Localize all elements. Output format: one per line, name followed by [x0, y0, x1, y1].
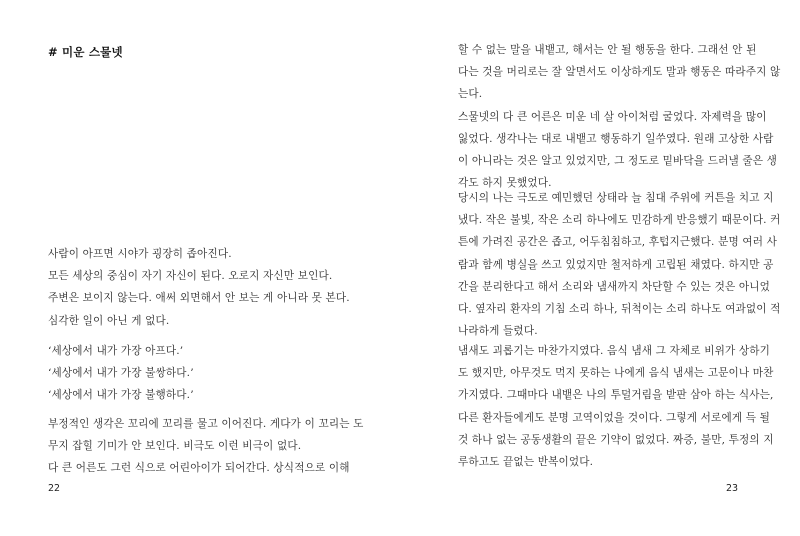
text-line: 사람이 아프면 시야가 굉장히 좁아진다.: [48, 248, 232, 260]
text-line: 모든 세상의 중심이 자기 자신이 된다. 오로지 자신만 보인다.: [48, 270, 333, 283]
text-line: 것 하나 없는 공동생활의 끝은 기약이 없었다. 짜증, 불만, 투정의 지: [458, 433, 774, 446]
text-line: 각도 하지 못했었다.: [458, 177, 552, 190]
text-line: 스물넷의 다 큰 어른은 미운 네 살 아이처럼 굴었다. 자제력을 많이: [458, 110, 767, 123]
text-line: 루하고도 끝없는 반복이었다.: [458, 455, 594, 468]
text-line: 이 아니라는 것은 알고 있었지만, 그 정도로 밑바닥을 드러낼 줄은 생: [458, 154, 778, 167]
text-line: 튼에 가려진 공간은 좁고, 어두침침하고, 후텁지근했다. 분명 여러 사: [458, 236, 778, 249]
text-line: ‘세상에서 내가 가장 불행하다.’: [48, 389, 194, 402]
text-line: 냈다. 작은 불빛, 작은 소리 하나에도 민감하게 반응했기 때문이다. 커: [458, 214, 781, 227]
text-line: ‘세상에서 내가 가장 아프다.’: [48, 345, 184, 357]
page-number: 22: [48, 483, 61, 494]
text-line: 주변은 보이지 않는다. 애써 외면해서 안 보는 게 아니라 못 본다.: [48, 292, 350, 305]
text-line: 부정적인 생각은 꼬리에 꼬리를 물고 이어진다. 게다가 이 꼬리는 도: [48, 418, 364, 430]
text-line: ‘세상에서 내가 가장 불쌍하다.’: [48, 367, 194, 380]
text-line: 람과 함께 병실을 쓰고 있었지만 철저하게 고립된 채였다. 하지만 공: [458, 258, 774, 271]
text-line: 는다.: [458, 88, 483, 101]
page-number: 23: [726, 483, 739, 494]
right-page: [400, 0, 800, 536]
text-line: 잃었다. 생각나는 대로 내뱉고 행동하기 일쑤였다. 원래 고상한 사람: [458, 132, 774, 145]
chapter-title: # 미운 스물넷: [48, 45, 123, 59]
right-paragraph-3: [458, 340, 774, 473]
text-line: 다 큰 어른도 그런 식으로 어린아이가 되어간다. 상식적으로 이해: [48, 462, 350, 475]
text-line: 무지 잡힐 기미가 안 보인다. 비극도 이런 비극이 없다.: [48, 440, 302, 453]
text-line: 당시의 나는 극도로 예민했던 상태라 늘 침대 주위에 커튼을 치고 지: [458, 192, 774, 204]
left-paragraph-2: [48, 340, 360, 407]
text-line: 다. 옆자리 환자의 기침 소리 하나, 뒤척이는 소리 하나도 여과없이 적: [458, 302, 781, 315]
text-line: 할 수 없는 말을 내뱉고, 해서는 안 될 행동을 한다. 그래선 안 된: [458, 44, 757, 56]
text-line: 간을 분리한다고 해서 소리와 냄새까지 차단할 수 있는 것은 아니었: [458, 280, 771, 293]
text-line: 심각한 일이 아닌 게 없다.: [48, 314, 170, 327]
right-paragraph-1: [458, 39, 781, 194]
text-line: 다는 것을 머리로는 잘 알면서도 이상하게도 말과 행동은 따라주지 않: [458, 66, 781, 79]
text-line: 냄새도 괴롭기는 마찬가지였다. 음식 냄새 그 자체로 비위가 상하기: [458, 345, 771, 357]
left-paragraph-1: [48, 243, 360, 332]
text-line: 가지였다. 그때마다 내뱉은 나의 투덜거림을 받판 삼아 하는 식사는,: [458, 389, 774, 402]
text-line: 도 했지만, 아무것도 먹지 못하는 나에게 음식 냄새는 고문이나 마찬: [458, 367, 774, 380]
left-paragraph-3: [48, 413, 364, 480]
text-line: 나라하게 들렸다.: [458, 325, 538, 338]
right-paragraph-2: [458, 187, 781, 342]
text-line: 다른 환자들에게도 분명 고역이었을 것이다. 그렇게 서로에게 득 될: [458, 411, 771, 424]
